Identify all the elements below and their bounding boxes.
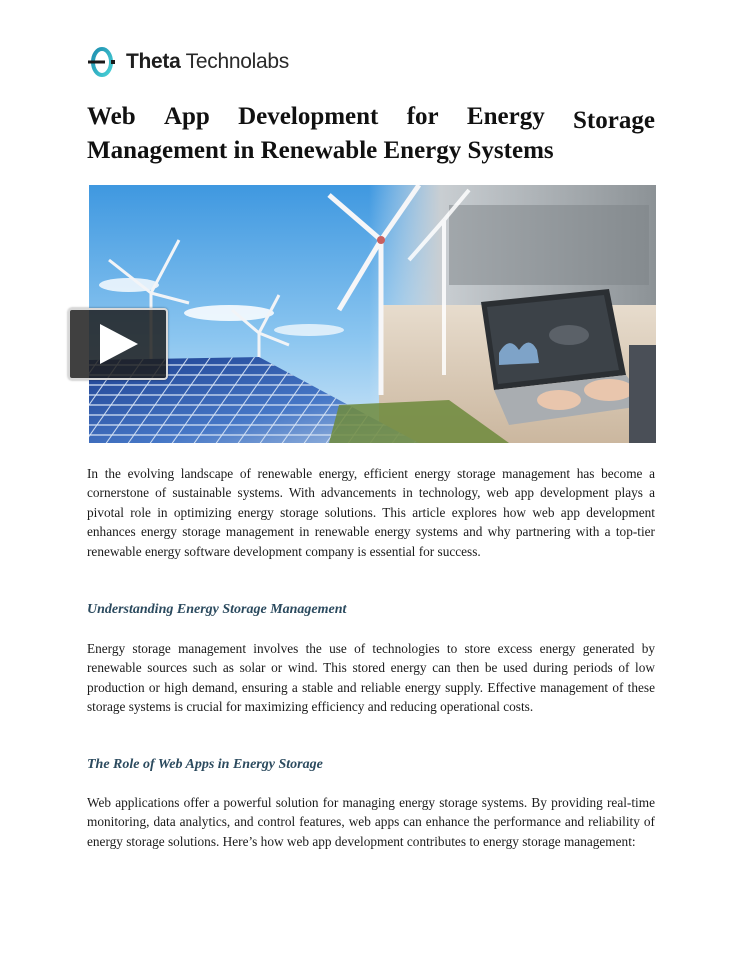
title-line-1 <box>87 100 655 134</box>
title-word: App <box>163 103 210 130</box>
company-logo <box>88 44 289 80</box>
hero-image <box>89 185 656 443</box>
brand-name-rest: Technolabs <box>185 50 289 73</box>
section-heading-role-of-web-apps: The Role of Web Apps in Energy Storage <box>87 757 323 772</box>
play-icon <box>100 324 138 364</box>
theta-logo-icon <box>88 44 118 80</box>
page-title <box>87 100 655 168</box>
brand-name-bold: Theta <box>126 50 181 73</box>
title-word: Storage <box>573 107 655 134</box>
title-word: for <box>406 103 439 130</box>
title-word: Energy <box>466 103 545 130</box>
title-word: Development <box>238 103 379 130</box>
video-play-button[interactable] <box>68 308 168 380</box>
hero-illustration <box>89 185 656 443</box>
title-word: Web <box>87 103 136 130</box>
role-paragraph: Web applications offer a powerful solution for managing energy storage systems. By providing real-time monitoring, data analytics, and control features, web apps can enhance the performance and reliability of energy storage solutions. Here’s how web app development contributes to energy storage management: <box>87 795 655 849</box>
understanding-paragraph: Energy storage management involves the use of technologies to store excess energy generated by renewable sources such as solar or wind. This stored energy can then be used during periods of low production or high demand, ensuring a stable and reliable energy supply. Effective management of these storage systems is crucial for maximizing efficiency and reducing operational costs. <box>87 641 655 715</box>
brand-name <box>126 50 289 74</box>
section-heading-understanding: Understanding Energy Storage Management <box>87 602 347 617</box>
title-line-2: Management in Renewable Energy Systems <box>87 137 554 164</box>
intro-paragraph: In the evolving landscape of renewable energy, efficient energy storage management has become a cornerstone of sustainable systems. With advancements in technology, web app development plays a pivotal role in optimizing energy storage solutions. This article explores how web app development enhances energy storage management in renewable energy systems and why partnering with a top-tier renewable energy software development company is essential for success. <box>87 466 655 559</box>
